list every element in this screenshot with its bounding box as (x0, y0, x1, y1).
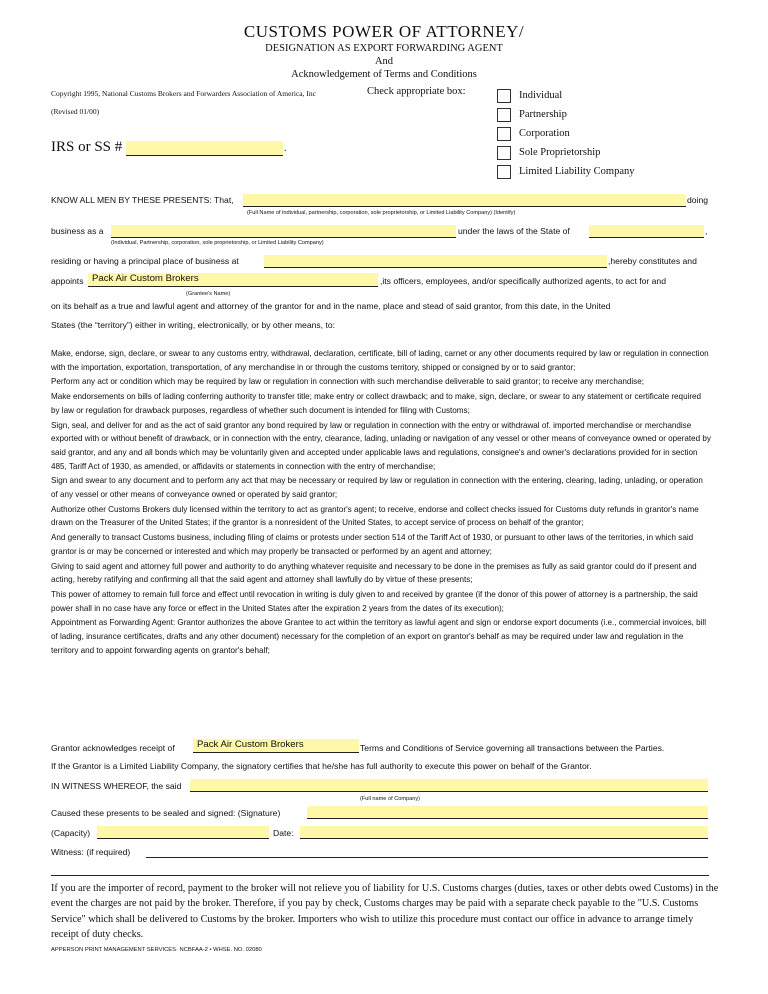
on-behalf-text: on its behalf as a true and lawful agent and attorney of the grantor for and in the name, place and stead of said grantor, from this date, in the United (51, 301, 611, 311)
address-field[interactable] (264, 255, 607, 268)
doing-label: doing (687, 195, 709, 205)
date-field[interactable] (300, 826, 708, 839)
divider (51, 875, 709, 876)
checkbox-row-llc[interactable] (497, 162, 635, 181)
business-as-label: business as a (51, 226, 104, 236)
check-box-label: Check appropriate box: (367, 86, 466, 97)
power-paragraph: Authorize other Customs Brokers duly licensed within the territory to act as grantor's agent; to receive, endorse and collect checks issued for Customs duty refunds in grantor's name drawn on the Treasurer of the United States; if the grantor is a nonresident of the United States, to accept service of process on behalf of the grantor; (51, 504, 699, 528)
form-subtitle: DESIGNATION AS EXPORT FORWARDING AGENT (265, 43, 503, 54)
witness-field[interactable] (146, 845, 708, 858)
hereby-label: ,hereby constitutes and (608, 256, 697, 266)
irs-number-field[interactable] (126, 141, 283, 156)
know-all-label: KNOW ALL MEN BY THESE PRESENTS: That, (51, 195, 234, 205)
checkbox-label: Sole Proprietorship (519, 147, 601, 158)
checkbox-row-sole-proprietorship[interactable] (497, 143, 635, 162)
business-type-caption: (Individual, Partnership, corporation, sole proprietorship, or Limited Liability Company) (111, 240, 324, 246)
checkbox-corporation[interactable] (497, 127, 511, 141)
business-type-field[interactable] (111, 225, 456, 238)
entity-type-group (497, 86, 635, 181)
checkbox-row-corporation[interactable] (497, 124, 635, 143)
revised-text: (Revised 01/00) (51, 107, 100, 116)
power-paragraph: Appointment as Forwarding Agent: Grantor authorizes the above Grantee to act within the territory as lawful agent and sign or endorse export documents (i.e., commercial invoices, bill of lading, insurance certificates, drafts and any other document) necessary for the completion of an export on grantor's behalf as may be required under law and regulation in the territory and to appoint forwarding agents on grantor's behalf; (51, 618, 707, 655)
copyright-text: Copyright 1995, National Customs Brokers and Forwarders Association of America, Inc (51, 89, 316, 98)
form-title: CUSTOMS POWER OF ATTORNEY/ (243, 22, 525, 41)
powers-list (51, 347, 711, 658)
power-paragraph: Make endorsements on bills of lading conferring authority to transfer title; make entry or collect drawback; and to make, sign, declare, or swear to any statement or certificate required by law or regulation for drawback purposes, regardless of whether such document is intended for filing with Customs; (51, 392, 702, 415)
power-paragraph: Make, endorse, sign, declare, or swear to any customs entry, withdrawal, declaration, certificate, bill of lading, carnet or any other documents required by law or regulation in connection with the importation, exportation, transportation, of any merchandise in or through the customs territory, shipped or consigned by or to said grantor; (51, 349, 709, 372)
checkbox-label: Limited Liability Company (519, 166, 635, 177)
power-paragraph: This power of attorney to remain full force and effect until revocation in writing is duly given to and received by grantee (if the donor of this power of attorney is a partnership, the said power shall in no case have any force or effect in the United States after the expiration 2 years from the dates of its execution); (51, 589, 698, 613)
grantee-caption: (Grantee's Name) (186, 291, 231, 297)
checkbox-label: Corporation (519, 128, 570, 139)
irs-period: . (284, 143, 287, 154)
officers-label: ,its officers, employees, and/or specifically authorized agents, to act for and (380, 276, 666, 286)
power-paragraph: Perform any act or condition which may be required by law or regulation in connection with such merchandise deliverable to said grantor; to receive any merchandise; (51, 377, 644, 387)
states-text: States (the “territory”) either in writing, electronically, or by other means, to: (51, 320, 336, 330)
checkbox-individual[interactable] (497, 89, 511, 103)
capacity-field[interactable] (97, 826, 269, 839)
footer-note: If you are the importer of record, payment to the broker will not relieve you of liability for U.S. Customs charges (duties, taxes or other debts owed Customs) in the event the charges are not paid by the broker. Therefore, if you pay by check, Customs charges may be paid with a separate check payable to the "U.S. Customs Service" which shall be delivered to Customs by the broker. Importers who wish to utilize this procedure must contact our office in advance to arrange timely receipt of duty checks. (51, 883, 719, 940)
printer-info: APPERSON PRINT MANAGEMENT SERVICES· NCBFAA-2 • WHSE. NO. 02080 (51, 947, 262, 953)
signature-field[interactable] (307, 806, 708, 819)
state-field[interactable] (589, 225, 704, 238)
signature-label: Caused these presents to be sealed and signed: (Signature) (51, 808, 281, 818)
power-paragraph: And generally to transact Customs business, including filing of claims or protests under section 514 of the Tariff Act of 1930, or pursuant to other laws of the territories, in which said grantor is or may be concerned or interested and which may properly be transacted or performed by an agent and attorney; (51, 533, 694, 556)
checkbox-sole-proprietorship[interactable] (497, 146, 511, 160)
power-paragraph: Sign, seal, and deliver for and as the act of said grantor any bond required by law or regulation in connection with the entry or withdrawal of. imported merchandise or merchandise exported with or without benefit of drawback, or in connection with the entry, clearance, lading, unlading or navigation of any vessel or other means of conveyance owned or operated by said grantor, and any and all bonds which may be voluntarily given and accepted under applicable laws and regulations, consignee's and owner's declarations provided for in section 485, Tariff Act of 1930, as amended, or affidavits or statements in connection with the entry of merchandise; (51, 420, 711, 471)
llc-statement: If the Grantor is a Limited Liability Company, the signatory certifies that he/she has full authority to execute this power on behalf of the Grantor. (51, 761, 592, 771)
capacity-label: (Capacity) (51, 828, 91, 838)
laws-of-state-label: under the laws of the State of (458, 226, 570, 236)
grantor-name-field[interactable] (243, 194, 686, 207)
checkbox-label: Individual (519, 90, 563, 101)
grantor-name-caption: (Full Name of individual, partnership, corporation, sole proprietorship, or Limited Liability Company) (Identify) (247, 210, 516, 216)
witness-whereof-label: IN WITNESS WHEREOF, the said (51, 781, 182, 791)
power-paragraph: Sign and swear to any document and to perform any act that may be necessary or required by law or regulation in connection with the entering, clearing, lading, unlading, or operation of any vessel or other means of conveyance owned or operated by said grantor; (51, 476, 703, 500)
company-name-caption: (Full name of Company) (360, 796, 420, 802)
acknowledge-terms: Terms and Conditions of Service governing all transactions between the Parties. (360, 743, 665, 753)
irs-label: IRS or SS # (51, 139, 123, 155)
power-paragraph: Giving to said agent and attorney full power and authority to do anything whatever requisite and necessary to be done in the premises as fully as said grantor could do if present and acting, hereby ratifying and confirming all that the said agent and attorney shall lawfully do by virtue of these presents; (51, 561, 697, 585)
company-name-field[interactable] (190, 779, 708, 792)
witness-label: Witness: (if required) (51, 847, 131, 857)
acknowledge-broker-field[interactable]: Pack Air Custom Brokers (193, 739, 359, 753)
grantee-name-field[interactable]: Pack Air Custom Brokers (88, 273, 378, 287)
acknowledge-label: Grantor acknowledges receipt of (51, 743, 175, 753)
form-subtitle-ack: Acknowledgement of Terms and Conditions (291, 69, 477, 80)
checkbox-partnership[interactable] (497, 108, 511, 122)
state-comma: , (705, 226, 708, 236)
checkbox-row-individual[interactable] (497, 86, 635, 105)
checkbox-label: Partnership (519, 109, 567, 120)
form-subtitle-and: And (374, 56, 394, 67)
checkbox-row-partnership[interactable] (497, 105, 635, 124)
appoints-label: appoints (51, 276, 84, 286)
date-label: Date: (273, 828, 294, 838)
checkbox-llc[interactable] (497, 165, 511, 179)
residing-label: residing or having a principal place of business at (51, 256, 239, 266)
